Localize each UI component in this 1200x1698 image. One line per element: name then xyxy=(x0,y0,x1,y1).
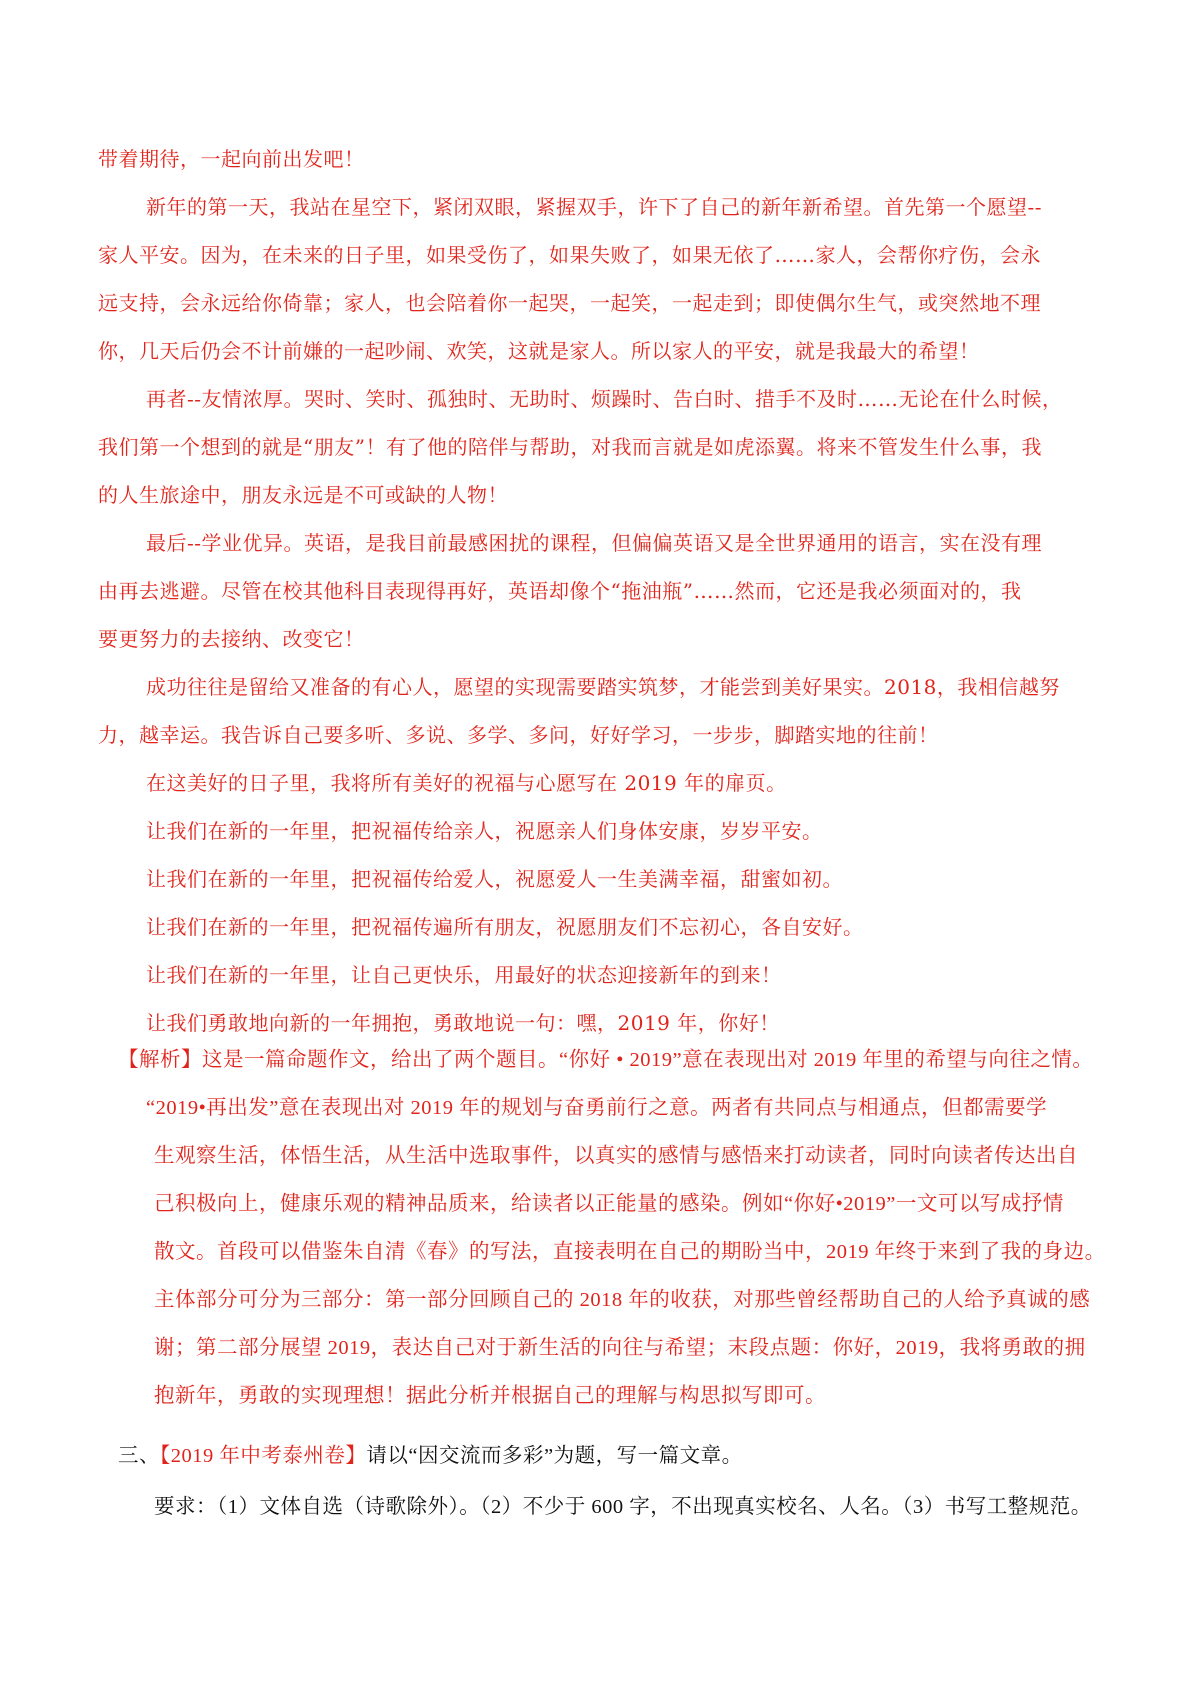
question-source: 【2019 年中考泰州卷】 xyxy=(160,1445,367,1467)
essay-line: 要更努力的去接纳、改变它！ xyxy=(98,627,365,651)
analysis-line: 己积极向上，健康乐观的精神品质来，给读者以正能量的感染。例如“你好•2019”一文可以写成抒情 xyxy=(154,1193,1064,1215)
analysis-line: 谢；第二部分展望 2019，表达自己对于新生活的向往与希望；末段点题：你好，2019，我将勇敢的拥 xyxy=(154,1337,1086,1359)
analysis-line: 生观察生活，体悟生活，从生活中选取事件，以真实的感情与感悟来打动读者，同时向读者传达出自 xyxy=(154,1145,1078,1167)
essay-line: 力，越幸运。我告诉自己要多听、多说、多学、多问，好好学习，一步步，脚踏实地的往前！ xyxy=(98,723,939,747)
analysis-line: 散文。首段可以借鉴朱自清《春》的写法，直接表明在自己的期盼当中，2019 年终于来到了我的身边。 xyxy=(154,1241,1106,1263)
essay-line: 成功往往是留给又准备的有心人，愿望的实现需要踏实筑梦，才能尝到美好果实。2018，我相信越努 xyxy=(146,675,1060,699)
essay-line: 让我们勇敢地向新的一年拥抱，勇敢地说一句：嘿，2019 年，你好！ xyxy=(146,1011,780,1035)
essay-line: 让我们在新的一年里，把祝福传遍所有朋友，祝愿朋友们不忘初心，各自安好。 xyxy=(146,915,864,939)
question-prompt: 请以“因交流而多彩”为题，写一篇文章。 xyxy=(366,1445,743,1467)
essay-line: 最后--学业优异。英语，是我目前最感困扰的课程，但偏偏英语又是全世界通用的语言，实在没有理 xyxy=(146,531,1043,555)
question-heading xyxy=(118,1442,743,1470)
essay-line: 家人平安。因为，在未来的日子里，如果受伤了，如果失败了，如果无依了……家人，会帮你疗伤，会永 xyxy=(98,243,1041,267)
essay-line: 让我们在新的一年里，把祝福传给爱人，祝愿爱人一生美满幸福，甜蜜如初。 xyxy=(146,867,843,891)
essay-line: 的人生旅途中，朋友永远是不可或缺的人物！ xyxy=(98,483,508,507)
essay-line: 由再去逃避。尽管在校其他科目表现得再好，英语却像个“拖油瓶”……然而，它还是我必须面对的，我 xyxy=(98,579,1022,603)
analysis-line: 主体部分可分为三部分：第一部分回顾自己的 2018 年的收获，对那些曾经帮助自己的人给予真诚的感 xyxy=(154,1289,1091,1311)
essay-line: 带着期待，一起向前出发吧！ xyxy=(98,147,365,171)
essay-line: 让我们在新的一年里，让自己更快乐，用最好的状态迎接新年的到来！ xyxy=(146,963,782,987)
analysis-line: “2019•再出发”意在表现出对 2019 年的规划与奋勇前行之意。两者有共同点与相通点，但都需要学 xyxy=(146,1097,1048,1119)
essay-line: 远支持，会永远给你倚靠；家人，也会陪着你一起哭，一起笑，一起走到；即使偶尔生气，或突然地不理 xyxy=(98,291,1041,315)
analysis-line: 抱新年，勇敢的实现理想！据此分析并根据自己的理解与构思拟写即可。 xyxy=(154,1385,826,1407)
essay-line: 你，几天后仍会不计前嫌的一起吵闹、欢笑，这就是家人。所以家人的平安，就是我最大的希望！ xyxy=(98,339,980,363)
question-requirements: 要求：（1）文体自选（诗歌除外）。（2）不少于 600 字，不出现真实校名、人名。（3）书写工整规范。 xyxy=(154,1496,1092,1518)
essay-line: 在这美好的日子里，我将所有美好的祝福与心愿写在 2019 年的扉页。 xyxy=(146,771,787,795)
question-number: 三、 xyxy=(118,1445,160,1467)
essay-line: 再者--友情浓厚。哭时、笑时、孤独时、无助时、烦躁时、告白时、措手不及时……无论在什么时候， xyxy=(146,387,1063,411)
essay-line: 我们第一个想到的就是“朋友”！有了他的陪伴与帮助，对我而言就是如虎添翼。将来不管发生什么事，我 xyxy=(98,435,1042,459)
essay-line: 让我们在新的一年里，把祝福传给亲人，祝愿亲人们身体安康，岁岁平安。 xyxy=(146,819,823,843)
analysis-line: 【解析】这是一篇命题作文，给出了两个题目。“你好 • 2019”意在表现出对 2019 年里的希望与向往之情。 xyxy=(118,1049,1094,1071)
essay-line: 新年的第一天，我站在星空下，紧闭双眼，紧握双手，许下了自己的新年新希望。首先第一个愿望-- xyxy=(146,195,1043,219)
